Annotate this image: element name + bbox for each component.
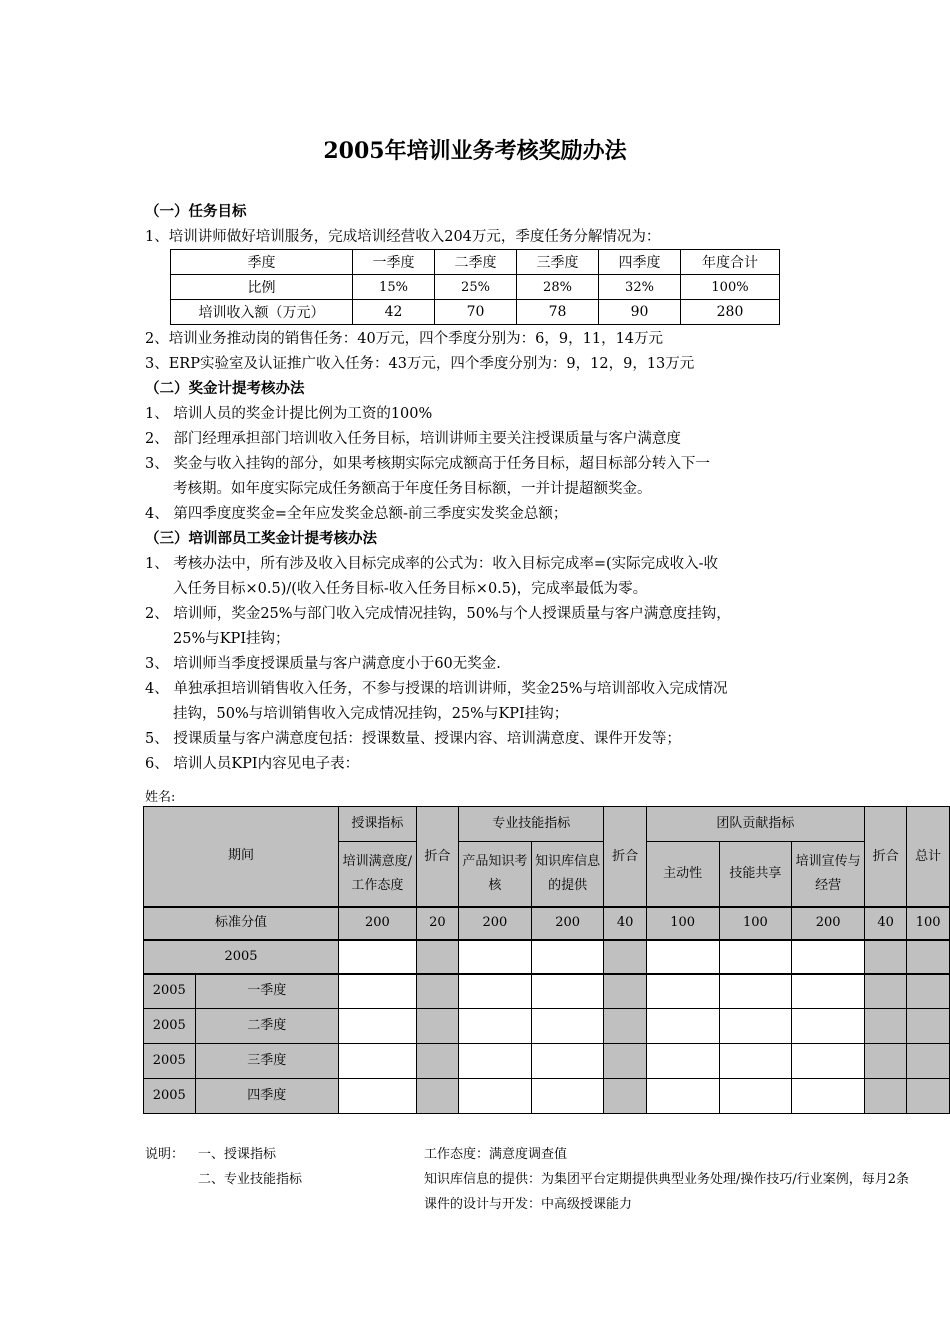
input-cell[interactable] [459, 974, 532, 1009]
zhehe-cell [865, 940, 907, 974]
total-cell [907, 1044, 950, 1079]
input-cell[interactable] [719, 974, 792, 1009]
standard-value: 40 [604, 907, 646, 940]
input-cell[interactable] [531, 1079, 604, 1114]
input-cell[interactable] [531, 1044, 604, 1079]
input-cell[interactable] [339, 974, 417, 1009]
section1-item3: 3、ERP实验室及认证推广收入任务：43万元，四个季度分别为：9，12，9，13万元 [145, 356, 695, 372]
table-cell: 季度 [171, 250, 353, 275]
section3-item5: 5、 授课质量与客户满意度包括：授课数量、授课内容、培训满意度、课件开发等； [145, 731, 681, 747]
standard-value: 40 [865, 907, 907, 940]
quarter-row [144, 974, 950, 1009]
standard-value: 200 [792, 907, 865, 940]
section2-heading: （二）奖金计提考核办法 [145, 380, 305, 397]
note-skill: 二、专业技能指标 [198, 1172, 303, 1187]
standard-value: 100 [907, 907, 950, 940]
input-cell[interactable] [459, 940, 532, 974]
table-row [171, 275, 780, 300]
section1-item2: 2、培训业务推动岗的销售任务：40万元，四个季度分别为：6，9，11，14万元 [145, 331, 664, 347]
table-cell: 比例 [171, 275, 353, 300]
section3-item4-cont: 挂钩，50%与培训销售收入完成情况挂钩，25%与KPI挂钩； [173, 706, 569, 722]
table-cell: 一季度 [353, 250, 435, 275]
sub-initiative: 主动性 [646, 842, 719, 907]
input-cell[interactable] [646, 974, 719, 1009]
input-cell[interactable] [339, 1079, 417, 1114]
input-cell[interactable] [792, 974, 865, 1009]
zhehe-cell [416, 1079, 458, 1114]
zhehe-cell [604, 940, 646, 974]
standard-value: 20 [416, 907, 458, 940]
section3-item1-cont: 入任务目标×0.5)/(收入任务目标-收入任务目标×0.5)，完成率最低为零。 [173, 581, 648, 597]
notes-label: 说明： [145, 1147, 185, 1162]
section3-item1: 1、 考核办法中，所有涉及收入目标完成率的公式为：收入目标完成率=(实际完成收入-收 [145, 556, 719, 572]
quarter-year: 2005 [144, 1044, 196, 1079]
table-cell: 15% [353, 275, 435, 300]
section2-item3: 3、 奖金与收入挂钩的部分，如果考核期实际完成额高于任务目标，超目标部分转入下一 [145, 456, 710, 472]
total-cell [907, 940, 950, 974]
note-desc-attitude: 工作态度：满意度调查值 [424, 1147, 568, 1162]
zhehe-cell [865, 974, 907, 1009]
standard-value: 200 [531, 907, 604, 940]
quarter-label: 二季度 [195, 1009, 339, 1044]
standard-value: 200 [339, 907, 417, 940]
quarter-label: 四季度 [195, 1079, 339, 1114]
input-cell[interactable] [339, 1044, 417, 1079]
table-header-row [171, 250, 780, 275]
total-cell [907, 1009, 950, 1044]
quarter-row [144, 1044, 950, 1079]
sub-product: 产品知识考核 [459, 842, 532, 907]
standard-value: 200 [459, 907, 532, 940]
section2-item1: 1、 培训人员的奖金计提比例为工资的100% [145, 406, 433, 422]
quarter-task-table [170, 249, 780, 325]
input-cell[interactable] [531, 974, 604, 1009]
input-cell[interactable] [646, 1009, 719, 1044]
zhehe-header: 折合 [865, 807, 907, 907]
group-team-header: 团队贡献指标 [646, 807, 864, 842]
zhehe-cell [416, 1009, 458, 1044]
quarter-label: 一季度 [195, 974, 339, 1009]
input-cell[interactable] [719, 940, 792, 974]
group-teach-header: 授课指标 [339, 807, 417, 842]
zhehe-cell [865, 1079, 907, 1114]
total-header: 总计 [907, 807, 950, 907]
table-cell: 42 [353, 300, 435, 325]
input-cell[interactable] [719, 1009, 792, 1044]
zhehe-cell [604, 974, 646, 1009]
input-cell[interactable] [459, 1079, 532, 1114]
zhehe-cell [604, 1079, 646, 1114]
standard-value: 100 [719, 907, 792, 940]
table-cell: 四季度 [599, 250, 681, 275]
input-cell[interactable] [792, 1009, 865, 1044]
section3-item6: 6、 培训人员KPI内容见电子表： [145, 756, 360, 772]
zhehe-header: 折合 [416, 807, 458, 907]
quarter-year: 2005 [144, 974, 196, 1009]
kpi-table [143, 806, 950, 1114]
sub-kb: 知识库信息的提供 [531, 842, 604, 907]
input-cell[interactable] [719, 1079, 792, 1114]
section3-heading: （三）培训部员工奖金计提考核办法 [145, 530, 377, 547]
zhehe-cell [416, 1044, 458, 1079]
input-cell[interactable] [719, 1044, 792, 1079]
section3-item4: 4、 单独承担培训销售收入任务，不参与授课的培训讲师，奖金25%与培训部收入完成情况 [145, 681, 728, 697]
kpi-header-row [144, 807, 950, 842]
quarter-year: 2005 [144, 1009, 196, 1044]
zhehe-cell [416, 940, 458, 974]
table-cell: 培训收入额（万元） [171, 300, 353, 325]
note-teach: 一、授课指标 [198, 1147, 277, 1162]
group-skill-header: 专业技能指标 [459, 807, 604, 842]
zhehe-cell [865, 1044, 907, 1079]
table-cell: 三季度 [517, 250, 599, 275]
section3-item2-cont: 25%与KPI挂钩； [173, 631, 290, 647]
input-cell[interactable] [646, 1044, 719, 1079]
table-cell: 280 [681, 300, 780, 325]
input-cell[interactable] [792, 1079, 865, 1114]
input-cell[interactable] [459, 1009, 532, 1044]
note-desc-kb: 知识库信息的提供：为集团平台定期提供典型业务处理/操作技巧/行业案例，每月2条 [424, 1172, 910, 1187]
quarter-row [144, 1009, 950, 1044]
quarter-label: 三季度 [195, 1044, 339, 1079]
sub-teach: 培训满意度/工作态度 [339, 842, 417, 907]
table-cell: 70 [435, 300, 517, 325]
input-cell[interactable] [339, 1009, 417, 1044]
section1-heading: （一）任务目标 [145, 203, 247, 220]
section2-item4: 4、 第四季度度奖金=全年应发奖金总额-前三季度实发奖金总额； [145, 506, 568, 522]
input-cell[interactable] [339, 940, 417, 974]
year-label: 2005 [144, 940, 339, 974]
table-cell: 90 [599, 300, 681, 325]
name-label: 姓名: [145, 790, 176, 805]
quarter-row [144, 1079, 950, 1114]
standard-value: 100 [646, 907, 719, 940]
total-cell [907, 974, 950, 1009]
period-header: 期间 [144, 807, 339, 907]
table-row [171, 300, 780, 325]
table-cell: 年度合计 [681, 250, 780, 275]
sub-share: 技能共享 [719, 842, 792, 907]
table-cell: 100% [681, 275, 780, 300]
zhehe-cell [865, 1009, 907, 1044]
section1-item1: 1、培训讲师做好培训服务，完成培训经营收入204万元，季度任务分解情况为： [145, 229, 661, 245]
standard-label: 标准分值 [144, 907, 339, 940]
zhehe-cell [604, 1009, 646, 1044]
input-cell[interactable] [792, 1044, 865, 1079]
section2-item3-cont: 考核期。如年度实际完成任务额高于年度任务目标额，一并计提超额奖金。 [173, 481, 652, 497]
input-cell[interactable] [531, 940, 604, 974]
zhehe-cell [604, 1044, 646, 1079]
section3-item2: 2、 培训师，奖金25%与部门收入完成情况挂钩，50%与个人授课质量与客户满意度挂钩， [145, 606, 731, 622]
section2-item2: 2、 部门经理承担部门培训收入任务目标，培训讲师主要关注授课质量与客户满意度 [145, 431, 681, 447]
table-cell: 二季度 [435, 250, 517, 275]
input-cell[interactable] [459, 1044, 532, 1079]
input-cell[interactable] [646, 940, 719, 974]
zhehe-cell [416, 974, 458, 1009]
quarter-year: 2005 [144, 1079, 196, 1114]
input-cell[interactable] [531, 1009, 604, 1044]
standard-row [144, 907, 950, 940]
table-cell: 28% [517, 275, 599, 300]
page-title: 2005年培训业务考核奖励办法 [323, 138, 627, 164]
table-cell: 78 [517, 300, 599, 325]
note-desc-courseware: 课件的设计与开发：中高级授课能力 [424, 1197, 633, 1212]
table-cell: 32% [599, 275, 681, 300]
input-cell[interactable] [646, 1079, 719, 1114]
total-cell [907, 1079, 950, 1114]
sub-promo: 培训宣传与经营 [792, 842, 865, 907]
table-cell: 25% [435, 275, 517, 300]
input-cell[interactable] [792, 940, 865, 974]
zhehe-header: 折合 [604, 807, 646, 907]
section3-item3: 3、 培训师当季度授课质量与客户满意度小于60无奖金. [145, 656, 501, 672]
year-row [144, 940, 950, 974]
